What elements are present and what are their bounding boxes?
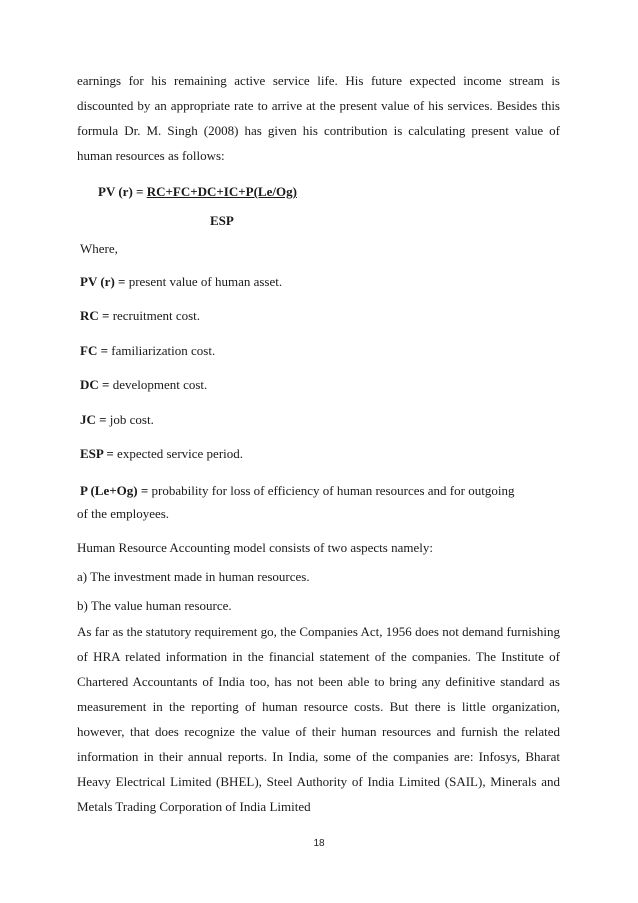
page-number: 18 bbox=[313, 838, 325, 849]
closing-paragraph: As far as the statutory requirement go, the Companies Act, 1956 does not demand furnishing of HRA related information in the financial statement of the companies. The Institute of Chartered Accountants of India too, has not been able to bring any definitive standard as measurement in the reporting of human resource costs. But there is little organization, however, that does recognize the value of their human resources and furnish the related information in their annual reports. In India, some of the companies are: Infosys, Bharat Heavy Electrical Limited (BHEL), Steel Authority of India Limited (SAIL), Minerals and Metals Trading Corporation of India Limited bbox=[77, 624, 560, 814]
formula-denominator-line bbox=[210, 212, 234, 230]
definition-text: development cost. bbox=[112, 377, 208, 392]
aspect-item: a) The investment made in human resources. bbox=[77, 569, 310, 584]
formula-lhs: PV (r) = bbox=[98, 184, 144, 199]
formula-numerator-line bbox=[98, 183, 297, 201]
formula-numerator: RC+FC+DC+IC+P(Le/Og) bbox=[146, 184, 297, 199]
definition-term: RC = bbox=[80, 308, 110, 323]
definition-pv bbox=[80, 273, 282, 291]
definition-text: familiarization cost. bbox=[111, 343, 216, 358]
definition-jc bbox=[80, 411, 154, 429]
definition-term: FC = bbox=[80, 343, 108, 358]
formula-denominator: ESP bbox=[210, 213, 234, 228]
definition-text: present value of human asset. bbox=[128, 274, 283, 289]
definition-dc bbox=[80, 376, 207, 394]
intro-paragraph: earnings for his remaining active service life. His future expected income stream is discounted by an appropriate rate to arrive at the present value of his services. Besides this formula Dr. M. Singh (2008) has given his contribution is calculating present value of human resources as follows: bbox=[77, 73, 560, 163]
definition-term: JC = bbox=[80, 412, 107, 427]
definition-esp bbox=[80, 445, 243, 463]
definition-term: PV (r) = bbox=[80, 274, 126, 289]
definition-rc bbox=[80, 307, 200, 325]
definition-term: P (Le+Og) = bbox=[80, 483, 149, 498]
definition-fc bbox=[80, 342, 215, 360]
definition-term: DC = bbox=[80, 377, 110, 392]
definition-text: recruitment cost. bbox=[112, 308, 201, 323]
model-intro: Human Resource Accounting model consists of two aspects namely: bbox=[77, 540, 433, 555]
definition-text: job cost. bbox=[109, 412, 154, 427]
where-label: Where, bbox=[80, 241, 118, 256]
definition-text: expected service period. bbox=[117, 446, 244, 461]
definition-text: probability for loss of efficiency of human resources and for outgoing bbox=[151, 483, 515, 498]
definition-p-le-og bbox=[80, 482, 514, 500]
aspect-item: b) The value human resource. bbox=[77, 598, 232, 613]
definition-term: ESP = bbox=[80, 446, 114, 461]
definition-continuation: of the employees. bbox=[77, 506, 170, 521]
